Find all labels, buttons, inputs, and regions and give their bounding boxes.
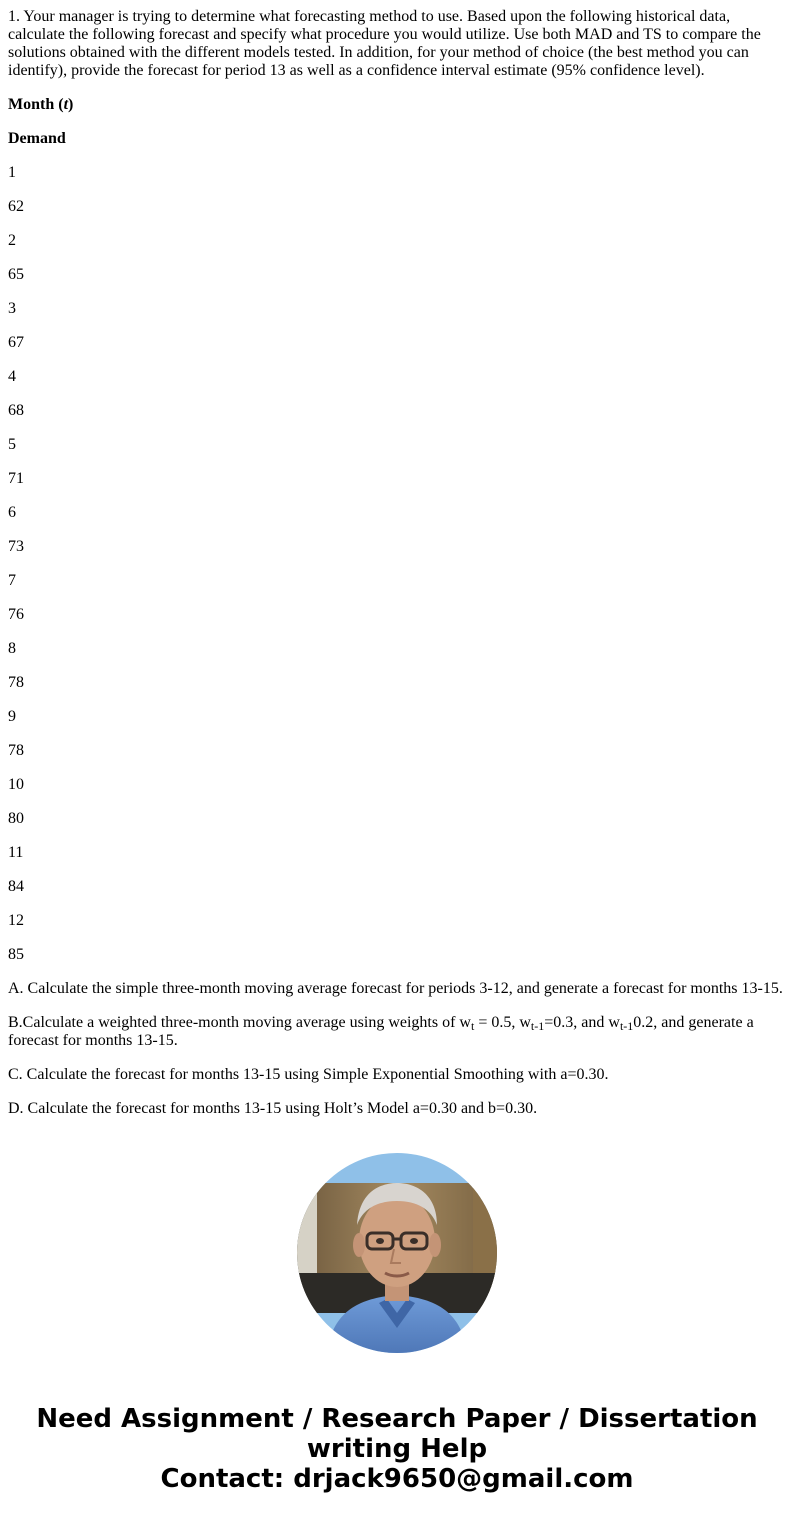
- demand-value: 68: [8, 402, 24, 419]
- month-value: 8: [8, 640, 16, 657]
- month-header: [8, 96, 788, 114]
- part-c: C. Calculate the forecast for months 13-15 using Simple Exponential Smoothing with a=0.30.: [8, 1066, 609, 1083]
- part-b: [8, 1014, 788, 1050]
- demand-value: 65: [8, 266, 24, 283]
- part-b-sub: t: [470, 1019, 475, 1033]
- data-list: [8, 164, 788, 964]
- month-value: 2: [8, 232, 16, 249]
- month-value: 1: [8, 164, 16, 181]
- demand-value: 78: [8, 674, 24, 691]
- question-content: [8, 8, 788, 1134]
- demand-value: 73: [8, 538, 24, 555]
- part-b-text: =0.3, and w: [544, 1014, 620, 1031]
- month-header-prefix: Month (: [8, 96, 64, 113]
- month-value: 6: [8, 504, 16, 521]
- month-value: 5: [8, 436, 16, 453]
- month-value: 12: [8, 912, 24, 929]
- month-value: 9: [8, 708, 16, 725]
- part-b-sub: t-1: [530, 1019, 545, 1033]
- demand-value: 76: [8, 606, 24, 623]
- demand-value: 62: [8, 198, 24, 215]
- month-value: 4: [8, 368, 16, 385]
- part-a: A. Calculate the simple three-month moving average forecast for periods 3-12, and generate a forecast for months 13-15.: [8, 980, 783, 997]
- author-photo: [297, 1153, 497, 1353]
- part-b-text: 0.2, and generate a forecast for months 13-15.: [8, 1014, 754, 1049]
- part-b-text: = 0.5, w: [474, 1014, 531, 1031]
- demand-value: 85: [8, 946, 24, 963]
- demand-value: 67: [8, 334, 24, 351]
- question-intro: 1. Your manager is trying to determine what forecasting method to use. Based upon the following historical data, calculate the following forecast and specify what procedure you would utilize. Use both MAD and TS to compare the solutions obtained with the different models tested. In addition, for your method of choice (the best method you can identify), provide the forecast for period 13 as well as a confidence interval estimate (95% confidence level).: [8, 8, 761, 79]
- demand-value: 84: [8, 878, 24, 895]
- month-value: 7: [8, 572, 16, 589]
- footer-line-1: Need Assignment / Research Paper / Dissertation: [36, 1404, 758, 1434]
- demand-value: 80: [8, 810, 24, 827]
- part-b-text: B.Calculate a weighted three-month moving average using weights of w: [8, 1014, 471, 1031]
- month-header-var: t: [63, 96, 69, 113]
- month-header-suffix: ): [68, 96, 74, 113]
- month-value: 11: [8, 844, 24, 861]
- footer-banner: [0, 1404, 794, 1494]
- part-d: D. Calculate the forecast for months 13-15 using Holt’s Model a=0.30 and b=0.30.: [8, 1100, 538, 1117]
- demand-value: 71: [8, 470, 24, 487]
- demand-header: Demand: [8, 130, 66, 147]
- month-value: 10: [8, 776, 24, 793]
- month-value: 3: [8, 300, 16, 317]
- author-avatar: [297, 1153, 497, 1353]
- footer-line-2: writing Help: [306, 1434, 488, 1464]
- part-b-sub: t-1: [619, 1019, 634, 1033]
- footer-contact: Contact: drjack9650@gmail.com: [160, 1464, 634, 1494]
- demand-value: 78: [8, 742, 24, 759]
